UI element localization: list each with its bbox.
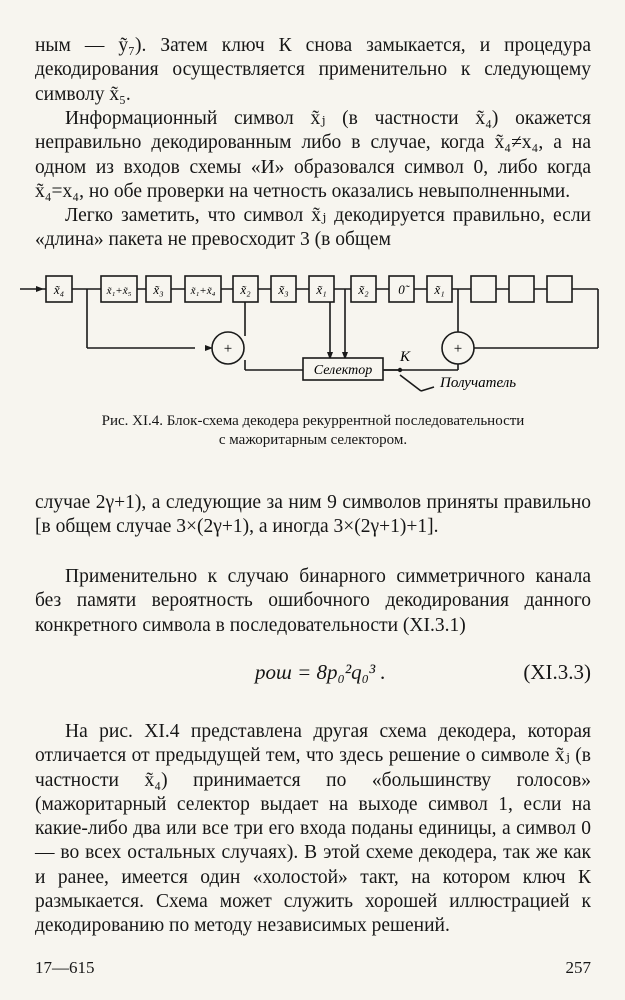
register-cell: [509, 276, 534, 302]
paragraph-top-3: Легко заметить, что символ x̃ⱼ декодируется правильно, если «длина» пакета не превосходит 3 (в общем: [35, 205, 591, 251]
register-cell: [351, 276, 376, 302]
paragraph-mid-1: случае 2γ+1), а следующие за ним 9 символов приняты правильно [в общем случае 3×(2γ+1), а иногда 3×(2γ+1)+1].: [35, 492, 591, 538]
register-cell-label: x̃₁+x̃₄: [190, 285, 216, 297]
equation-number: (XI.3.3): [523, 660, 591, 684]
left-sum-sign: +: [223, 341, 233, 357]
register-cell-label: x̃₃: [278, 282, 289, 297]
register-cell: [101, 276, 137, 302]
right-sum-sign: +: [453, 341, 463, 357]
register-cell: [185, 276, 221, 302]
register-cell-label: x̃₁: [434, 282, 445, 297]
signature-mark: 17—615: [35, 958, 95, 977]
selector-label: Селектор: [313, 363, 373, 378]
receiver-label: Получатель: [440, 375, 517, 391]
figure-caption-line-2: с мажоритарным селектором.: [218, 432, 408, 448]
register-cell: [46, 276, 72, 302]
paragraph-bottom: На рис. XI.4 представлена другая схема декодера, которая отличается от предыдущей тем, что здесь решение о символе x̃ⱼ (в частности x̃₄) принимается по «большинству голосов» (мажоритарный селектор выдает на выходе символ 1, если на какие-либо два или все три его входа поданы единицы, а символ 0 — во всех остальных случаях). В этой схеме декодера, так же как и ранее, имеется один «холостой» такт, на котором ключ К размыкается. Схема может служить хорошей иллюстрацией к декодированию по методу независимых решений.: [35, 721, 591, 937]
register-cell-label: x̃₂: [240, 282, 251, 297]
register-cell: [271, 276, 296, 302]
paragraph-mid-2: Применительно к случаю бинарного симметричного канала без памяти вероятность ошибочного декодирования данного конкретного символа в последовательности (XI.3.1): [35, 566, 591, 636]
register-cell-label: x̃₃: [153, 282, 164, 297]
register-cell-label: x̃₄: [53, 282, 65, 297]
register-cell: [547, 276, 572, 302]
delay-register-row: [46, 276, 572, 302]
register-cell: [146, 276, 171, 302]
register-cell: [233, 276, 258, 302]
decoder-block-diagram: [0, 262, 625, 402]
register-cell-label: x̃₁: [316, 282, 327, 297]
key-label: К: [400, 349, 410, 365]
register-cell: [427, 276, 452, 302]
register-cell: [389, 276, 414, 302]
figure-caption-line-1: Рис. XI.4. Блок-схема декодера рекуррентной последовательности: [101, 413, 525, 429]
equation-expression: pош = 8p₀²q₀³ .: [255, 660, 386, 684]
paragraph-top-1: ным — ỹ₇). Затем ключ К снова замыкается, и процедура декодирования осуществляется применительно к следующему символу x̃₅.: [35, 35, 591, 105]
key-switch-lever: [400, 375, 421, 391]
equation-xi-3-3: [35, 660, 591, 690]
register-cell: [471, 276, 496, 302]
page-number: 257: [565, 958, 591, 977]
register-cell-label: 0̃: [398, 282, 405, 297]
register-cell-label: x̃₂: [358, 282, 369, 297]
register-cell: [309, 276, 334, 302]
register-cell-label: x̃₁+x̃₅: [106, 285, 132, 297]
paragraph-top-2: Информационный символ x̃ⱼ (в частности x̃₄) окажется неправильно декодированным либо в случае, когда x̃₄≠x₄, а на одном из входов схемы «И» образовался символ 0, либо когда x̃₄=x₄, но обе проверки на четность оказались невыполненными.: [35, 108, 591, 202]
